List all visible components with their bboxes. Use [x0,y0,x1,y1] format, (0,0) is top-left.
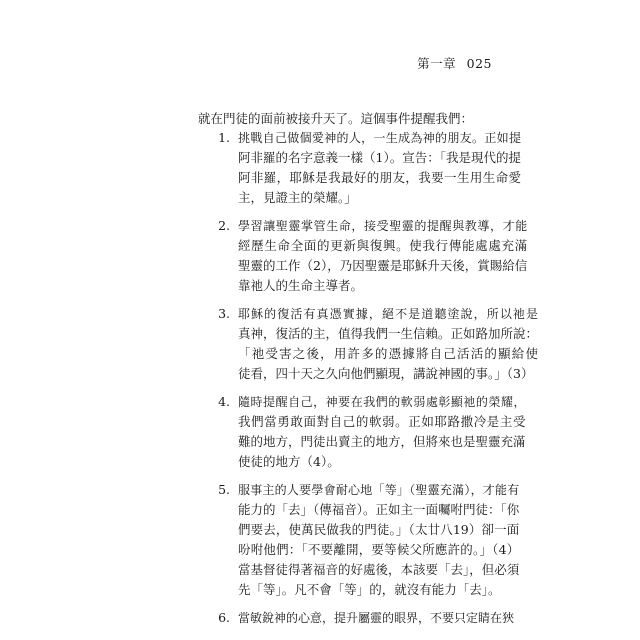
chapter-title: 第一章 [417,56,457,71]
list-item-text [238,608,514,628]
text-line: 我們當勇敢面對自己的軟弱。正如耶路撒冷是主受 [238,414,526,429]
list-item-text [238,480,519,600]
text-line: 靠祂人的生命主導者。 [238,278,364,293]
text-line: 主，見證主的榮耀。」 [238,190,357,205]
list-item [198,304,539,384]
text-line: 真神，復活的主，值得我們一生信賴。正如路加所說： [238,326,539,341]
text-line: 吩咐他們：「不要離開，要等候父所應許的。」（4） [238,542,520,557]
list-item-number: 1. [218,130,230,145]
text-line: 耶穌的復活有真憑實據，絕不是道聽塗說，所以祂是 [238,307,539,321]
text-line: 服事主的人要學會耐心地「等」（聖靈充滿），才能有 [238,483,520,497]
list-item-number: 5. [218,482,230,497]
list-item-number: 2. [218,218,230,233]
running-header [417,54,492,72]
intro-paragraph: 就在門徒的面前被接升天了。這個事件提醒我們： [198,111,474,126]
page-number: 025 [466,56,492,71]
text-line: 挑戰自己做個愛神的人，一生成為神的朋友。正如提 [238,131,521,145]
text-line: 學習讓聖靈掌管生命，接受聖靈的提醒與教導，才能 [238,219,528,233]
text-line: 阿非羅，耶穌是我最好的朋友，我要一生用生命愛 [238,170,521,185]
text-line: 阿非羅的名字意義一樣（1）。宣告：「我是現代的提 [238,150,521,165]
text-line: 使徒的地方（4）。 [238,454,340,469]
text-line: 們要去，使萬民做我的門徒。」（太廿八19）卻一面 [238,522,520,537]
list-item-number: 3. [218,306,230,321]
text-line: 徒看，四十天之久向他們顯現，講說神國的事。」（3） [238,366,534,381]
text-line: 聖靈的工作（2），乃因聖靈是耶穌升天後，賞賜給信 [238,258,528,273]
text-line: 經歷生命全面的更新與復興。使我行傳能處處充滿 [238,238,528,253]
text-line: 當基督徒得著福音的好處後，本該要「去」，但必須 [238,562,520,577]
list-item-text [238,128,521,208]
list-item [198,608,515,628]
list-item [198,392,526,472]
list-item-text [238,304,538,384]
list-item [198,480,520,600]
list-item [198,216,528,296]
list-item-text [238,216,527,296]
text-line: 隨時提醒自己，神要在我們的軟弱處彰顯祂的榮耀， [238,395,526,409]
list-item [198,128,521,208]
list-item-number: 4. [218,394,230,409]
numbered-list [198,128,539,636]
text-line: 「祂受害之後，用許多的憑據將自己活活的顯給使 [238,346,539,361]
text-line: 當敏銳神的心意，提升屬靈的眼界，不要只定睛在狹 [238,611,515,625]
list-item-text [238,392,526,472]
list-item-number: 6. [218,610,230,625]
text-line: 難的地方，門徒出賣主的地方，但將來也是聖靈充滿 [238,434,526,449]
text-line: 能力的「去」（傳福音）。正如主一面囑咐門徒：「你 [238,502,520,517]
text-line: 先「等」。凡不會「等」的，就沒有能力「去」。 [238,582,501,597]
